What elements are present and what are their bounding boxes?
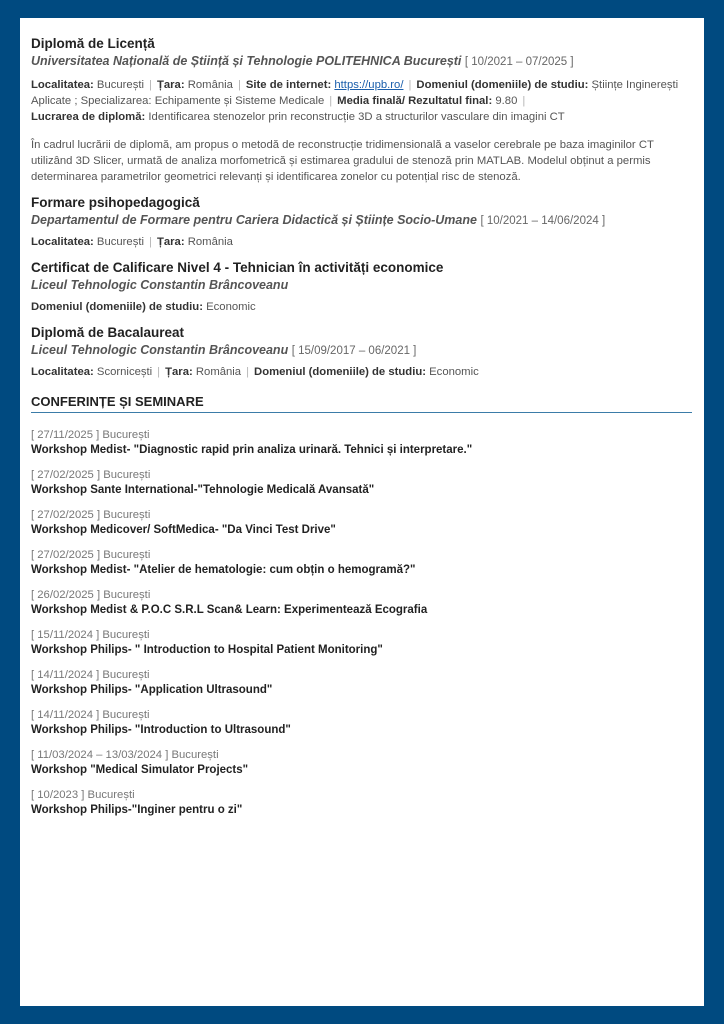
list-item [31, 549, 692, 576]
conference-name: Workshop Philips-"Inginer pentru o zi" [31, 804, 243, 816]
conference-date: [ 27/02/2025 ] București [31, 549, 151, 561]
field-value: Științe Inginerești Aplicate ; Specializarea: Echipamente și Sisteme Medicale [31, 79, 679, 107]
education-details [31, 299, 692, 315]
thesis-description: În cadrul lucrării de diplomă, am propus o metodă de reconstrucție tridimensională a vaselor cerebrale pe baza imaginilor CT utilizând 3D Slicer, urmată de analiza morfometrică și estimarea gradului de stenoză prin MATLAB. Modelul obținut a permis determinarea parametrilor geometrici relevanți și identificarea zonelor cu potențial risc de stenoză. [31, 139, 654, 183]
separator: | [408, 79, 412, 91]
field-value: Economic [206, 301, 256, 313]
document-content [31, 36, 692, 816]
conference-date: [ 11/03/2024 – 13/03/2024 ] București [31, 749, 219, 761]
education-entry-bachelor [31, 36, 692, 185]
conference-name: Workshop Medicover/ SoftMedica- "Da Vinci Test Drive" [31, 524, 336, 536]
education-title: Certificat de Calificare Nivel 4 - Tehnician în activități economice [31, 260, 444, 275]
locality-value: București [96, 79, 145, 91]
conference-date: [ 14/11/2024 ] București [31, 709, 150, 721]
institution-name: Departamentul de Formare pentru Cariera Didactică și Științe Socio-Umane [31, 213, 477, 227]
field-label: Domeniul (domeniile) de studiu: [31, 301, 203, 313]
locality-label: Localitatea: [31, 79, 94, 91]
list-item [31, 469, 692, 496]
conference-date: [ 27/02/2025 ] București [31, 509, 151, 521]
education-details [31, 234, 692, 250]
education-institution [31, 278, 692, 292]
list-item [31, 749, 692, 776]
conference-date: [ 26/02/2025 ] București [31, 589, 151, 601]
locality-label: Localitatea: [31, 236, 94, 248]
locality-label: Localitatea: [31, 366, 94, 378]
separator: | [329, 95, 333, 107]
conference-name: Workshop Sante International-"Tehnologie Medicală Avansată" [31, 484, 375, 496]
website-label: Site de internet: [245, 79, 332, 91]
education-institution [31, 54, 692, 68]
country-value: România [187, 79, 233, 91]
education-entry-certificate [31, 260, 692, 315]
separator: | [157, 366, 161, 378]
thesis-value: Identificarea stenozelor prin reconstrucție 3D a structurilor vasculare din imagini CT [148, 111, 565, 123]
separator: | [149, 79, 152, 91]
website-link[interactable]: https://upb.ro/ [334, 79, 404, 91]
conferences-section-title: CONFERINȚE ȘI SEMINARE [31, 394, 692, 413]
list-item [31, 509, 692, 536]
education-institution [31, 213, 692, 227]
country-label: Țara: [156, 236, 185, 248]
education-title: Formare psihopedagogică [31, 195, 200, 210]
country-label: Țara: [165, 366, 193, 378]
conference-date: [ 15/11/2024 ] București [31, 629, 150, 641]
right-band-bottom [704, 940, 724, 1006]
conference-name: Workshop Medist- "Diagnostic rapid prin analiza urinară. Tehnici și interpretare." [31, 444, 473, 456]
education-entry-baccalaureate [31, 325, 692, 380]
education-entry-pedagogy [31, 195, 692, 250]
country-value: România [187, 236, 233, 248]
locality-value: București [96, 236, 145, 248]
conference-name: Workshop Medist- "Atelier de hematologie: cum obțin o hemogramă?" [31, 564, 416, 576]
country-value: România [195, 366, 242, 378]
institution-name: Liceul Tehnologic Constantin Brâncoveanu [31, 278, 289, 292]
education-title: Diplomă de Licență [31, 36, 155, 51]
field-value: Economic [429, 366, 479, 378]
conferences-list [31, 429, 692, 816]
thesis-label: Lucrarea de diplomă: [31, 111, 146, 123]
grade-value: 9.80 [495, 95, 518, 107]
list-item [31, 789, 692, 816]
left-band-top [0, 18, 20, 78]
conference-name: Workshop Philips- "Introduction to Ultrasound" [31, 724, 291, 736]
education-dates: [ 10/2021 – 07/2025 ] [464, 56, 574, 68]
education-details [31, 77, 692, 125]
right-band-top [704, 18, 724, 78]
list-item [31, 429, 692, 456]
list-item [31, 589, 692, 616]
education-details [31, 364, 692, 380]
conference-name: Workshop Philips- " Introduction to Hospital Patient Monitoring" [31, 644, 383, 656]
field-label: Domeniul (domeniile) de studiu: [416, 79, 589, 91]
list-item [31, 709, 692, 736]
left-band-bottom [0, 940, 20, 1006]
conference-date: [ 27/02/2025 ] București [31, 469, 151, 481]
education-institution [31, 343, 692, 357]
separator: | [246, 366, 250, 378]
locality-value: Scornicești [96, 366, 153, 378]
list-item [31, 629, 692, 656]
grade-label: Media finală/ Rezultatul final: [337, 95, 493, 107]
conference-date: [ 27/11/2025 ] București [31, 429, 150, 441]
separator: | [237, 79, 241, 91]
country-label: Țara: [156, 79, 185, 91]
conference-name: Workshop "Medical Simulator Projects" [31, 764, 249, 776]
conference-name: Workshop Medist & P.O.C S.R.L Scan& Learn: Experimentează Ecografia [31, 604, 428, 616]
separator: | [149, 236, 152, 248]
separator: | [522, 95, 526, 107]
field-label: Domeniul (domeniile) de studiu: [254, 366, 426, 378]
institution-name: Universitatea Națională de Știință și Tehnologie POLITEHNICA București [31, 54, 462, 68]
institution-name: Liceul Tehnologic Constantin Brâncoveanu [31, 343, 289, 357]
conference-date: [ 10/2023 ] București [31, 789, 135, 801]
document-page [20, 18, 704, 1006]
list-item [31, 669, 692, 696]
education-dates: [ 15/09/2017 – 06/2021 ] [291, 345, 417, 357]
conference-date: [ 14/11/2024 ] București [31, 669, 150, 681]
education-title: Diplomă de Bacalaureat [31, 325, 185, 340]
education-dates: [ 10/2021 – 14/06/2024 ] [480, 215, 606, 227]
conference-name: Workshop Philips- "Application Ultrasound" [31, 684, 273, 696]
